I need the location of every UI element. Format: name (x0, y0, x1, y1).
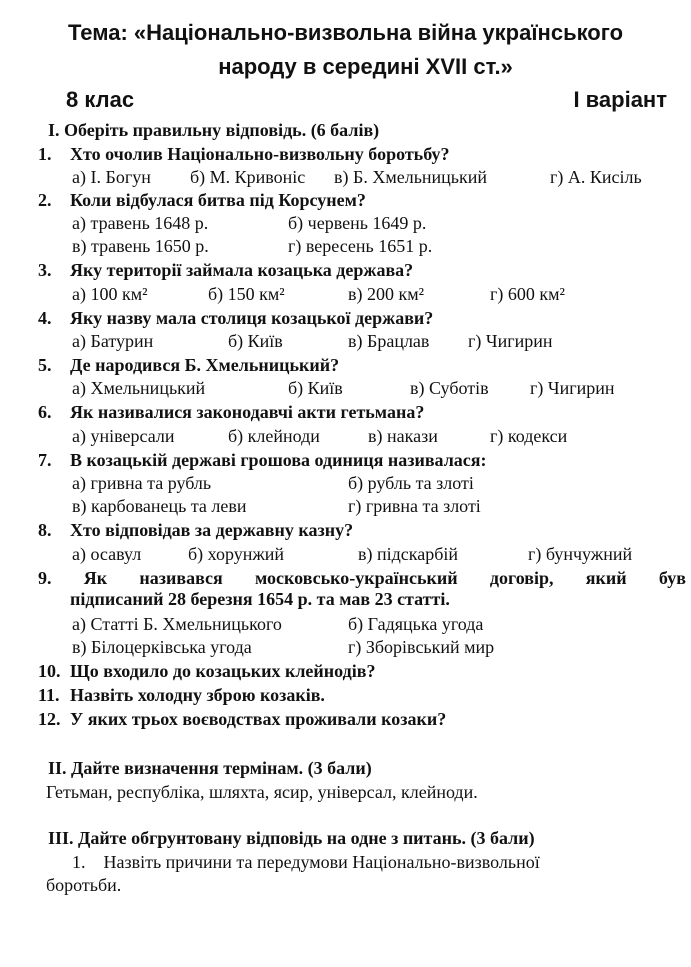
option-b: б) 150 км² (208, 284, 285, 304)
question-word: який (585, 568, 627, 588)
option-a: а) травень 1648 р. (72, 213, 209, 233)
question-number: 4. (38, 308, 52, 328)
question-number: 5. (38, 355, 52, 375)
option-a: а) Батурин (72, 331, 154, 351)
question-7 (38, 450, 685, 471)
option-d: г) 600 км² (490, 284, 565, 304)
question-4 (38, 308, 685, 329)
question-10 (38, 661, 685, 682)
section-2-heading: ІІ. Дайте визначення термінам. (3 бали) (48, 758, 372, 778)
option-a: а) осавул (72, 544, 142, 564)
section-3-item-continuation: боротьби. (46, 875, 122, 895)
question-text: Що входило до козацьких клейнодів? (70, 661, 376, 681)
question-number: 3. (38, 260, 52, 280)
question-text: Яку назву мала столиця козацької держави? (70, 308, 434, 328)
question-9 (38, 568, 686, 610)
option-c: в) накази (368, 426, 438, 446)
option-a: а) Статті Б. Хмельницького (72, 614, 282, 634)
question-text: Як називалися законодавчі акти гетьмана? (70, 402, 425, 422)
question-text: Яку території займала козацька держава? (70, 260, 414, 280)
option-d: г) кодекси (490, 426, 568, 446)
section-1-heading: І. Оберіть правильну відповідь. (6 балів) (48, 120, 380, 140)
terms-list: Гетьман, республіка, шляхта, ясир, універсал, клейноди. (46, 782, 478, 802)
option-b: б) хорунжий (188, 544, 285, 564)
option-b: б) червень 1649 р. (288, 213, 427, 233)
question-12 (38, 709, 685, 730)
option-d: г) Зборівський мир (348, 637, 495, 657)
option-b: б) рубль та злоті (348, 473, 474, 493)
question-3 (38, 260, 685, 281)
question-number: 10. (38, 661, 61, 681)
question-word: московсько-український (255, 568, 458, 588)
question-number: 9. (38, 568, 52, 588)
option-b: б) Київ (288, 378, 343, 398)
question-text: Де народився Б. Хмельницький? (70, 355, 340, 375)
title-line-1: Тема: «Національно-визвольна війна українського (67, 20, 624, 45)
option-c: в) підскарбій (358, 544, 459, 564)
question-number: 7. (38, 450, 52, 470)
question-9-line-2: підписаний 28 березня 1654 р. та мав 23 статті. (70, 589, 450, 609)
question-9-line-1 (38, 568, 686, 589)
option-a: а) універсали (72, 426, 175, 446)
question-word: був (658, 568, 686, 588)
option-a: а) І. Богун (72, 167, 151, 187)
option-c: в) Білоцерківська угода (72, 637, 252, 657)
option-c: в) Суботів (410, 378, 489, 398)
option-d: г) А. Кисіль (550, 167, 642, 187)
question-word: договір, (489, 568, 554, 588)
section-3-item (72, 852, 540, 873)
question-11 (38, 685, 685, 706)
question-number: 1. (38, 144, 52, 164)
option-c: в) карбованець та леви (72, 496, 247, 516)
option-a: а) 100 км² (72, 284, 148, 304)
question-1 (38, 144, 685, 165)
option-b: б) М. Кривоніс (190, 167, 306, 187)
option-c: в) 200 км² (348, 284, 425, 304)
item-text: Назвіть причини та передумови Національно-визвольної (103, 852, 540, 872)
question-number: 12. (38, 709, 61, 729)
option-c: в) Б. Хмельницький (334, 167, 488, 187)
grade-label: 8 клас (66, 87, 135, 112)
option-d: г) Чигирин (530, 378, 615, 398)
question-number: 2. (38, 190, 52, 210)
option-c: в) Брацлав (348, 331, 430, 351)
question-word: Як (83, 568, 108, 588)
option-d: г) гривна та злоті (348, 496, 481, 516)
question-text: Хто відповідав за державну казну? (70, 520, 354, 540)
question-number: 11. (38, 685, 60, 705)
question-word: називався (139, 568, 223, 588)
item-number: 1. (72, 852, 86, 872)
variant-label: І варіант (573, 87, 667, 112)
question-number: 6. (38, 402, 52, 422)
question-5 (38, 355, 685, 376)
title-line-2: народу в середині XVII ст.» (218, 54, 513, 79)
option-d: г) Чигирин (468, 331, 553, 351)
option-d: г) бунчужний (528, 544, 633, 564)
option-b: б) Гадяцька угода (348, 614, 484, 634)
option-d: г) вересень 1651 р. (288, 236, 433, 256)
question-text: Хто очолив Національно-визвольну боротьбу? (70, 144, 450, 164)
question-8 (38, 520, 685, 541)
option-a: а) Хмельницький (72, 378, 206, 398)
option-b: б) Київ (228, 331, 283, 351)
option-a: а) гривна та рубль (72, 473, 212, 493)
question-text: Коли відбулася битва під Корсунем? (70, 190, 366, 210)
worksheet-title (0, 16, 691, 84)
question-text: Назвіть холодну зброю козаків. (70, 685, 325, 705)
question-text: В козацькій державі грошова одиниця називалася: (70, 450, 487, 470)
section-3-heading: ІІІ. Дайте обгрунтовану відповідь на одне з питань. (3 бали) (48, 828, 535, 848)
option-b: б) клейноди (228, 426, 320, 446)
question-6 (38, 402, 685, 423)
question-number: 8. (38, 520, 52, 540)
question-2 (38, 190, 685, 211)
question-text: У яких трьох воєводствах проживали козаки? (70, 709, 447, 729)
option-c: в) травень 1650 р. (72, 236, 209, 256)
